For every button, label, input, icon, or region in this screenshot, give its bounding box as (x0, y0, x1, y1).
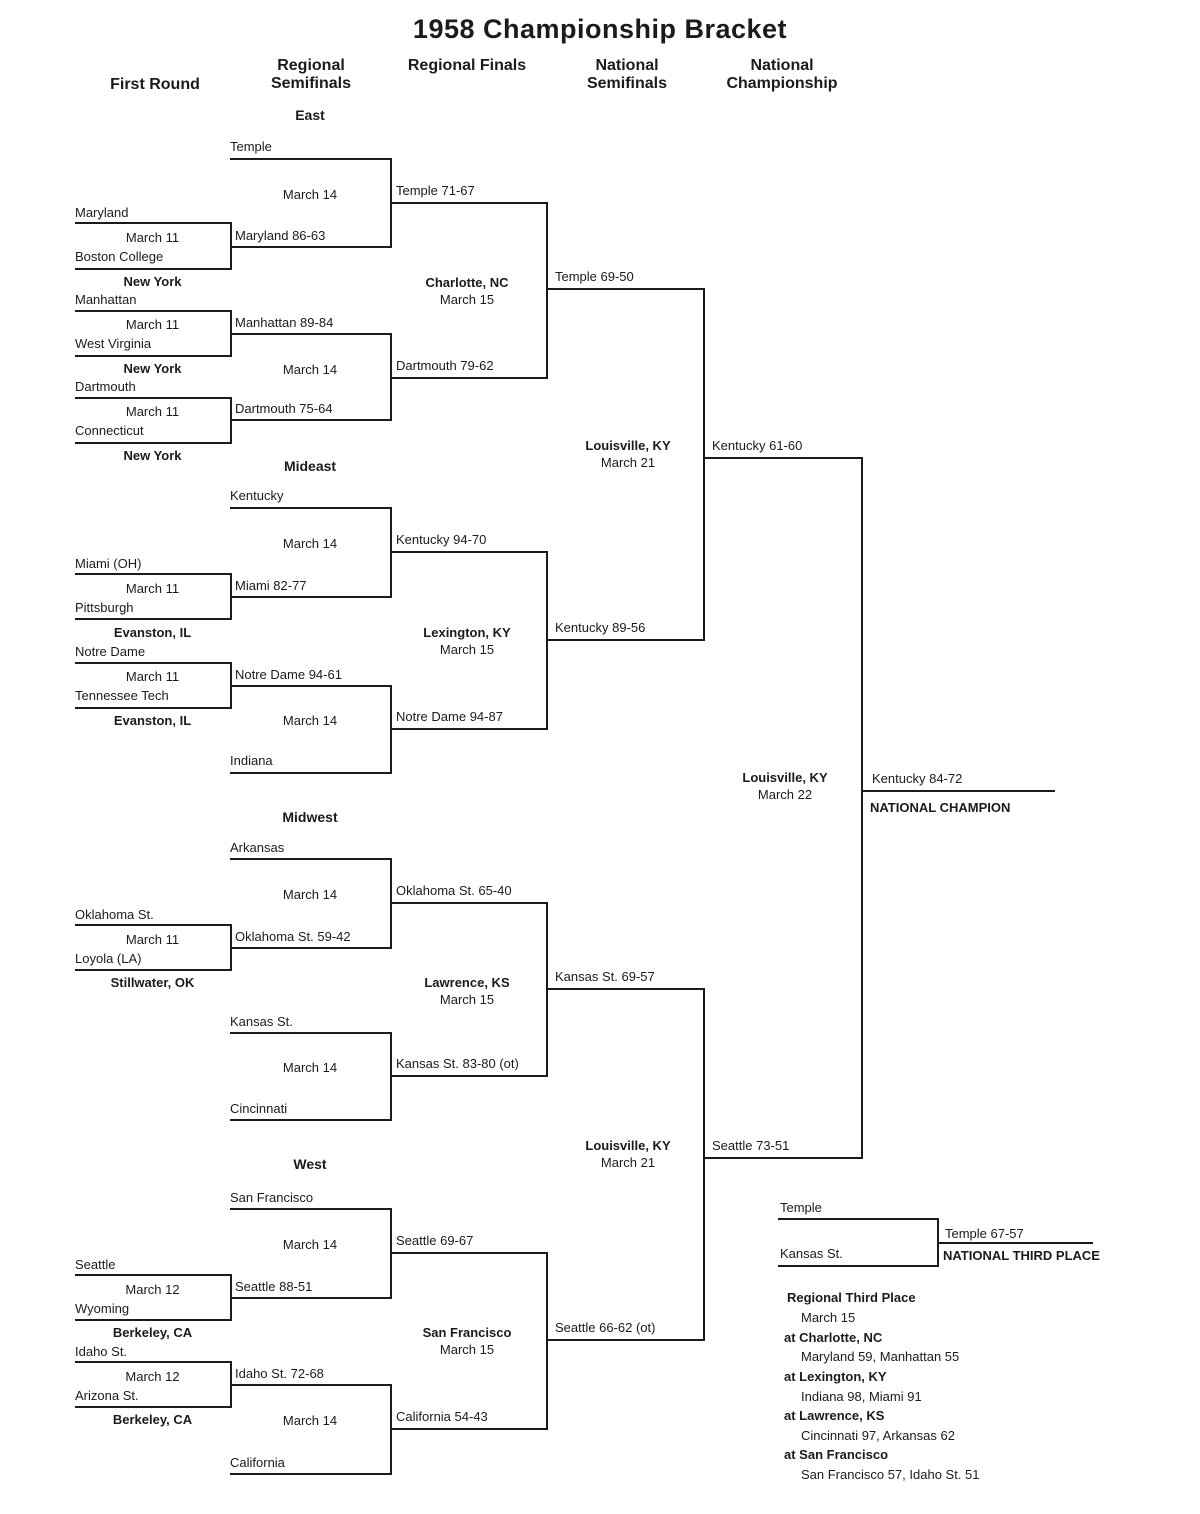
date-label: March 14 (282, 362, 338, 377)
bracket-line-horizontal (75, 222, 230, 224)
bracket-line-horizontal (230, 1119, 390, 1121)
score-label: Seattle 69-67 (396, 1233, 474, 1248)
score-label: Temple 69-50 (555, 269, 634, 284)
bracket-line-vertical (546, 202, 548, 379)
bracket-line-horizontal (230, 1297, 390, 1299)
date-label: March 11 (125, 317, 180, 332)
bracket-line-horizontal (75, 707, 230, 709)
score-label: Oklahoma St. 59-42 (235, 929, 351, 944)
bracket-line-horizontal (390, 377, 546, 379)
team-label: Loyola (LA) (75, 951, 142, 966)
region-label-mideast: Mideast (283, 458, 337, 474)
national-champion-label: NATIONAL CHAMPION (870, 800, 1011, 815)
team-label: Notre Dame (75, 644, 146, 659)
regional-third-place-title: Regional Third Place (787, 1290, 916, 1305)
score-label: Dartmouth 75-64 (235, 401, 333, 416)
bracket-line-horizontal (230, 685, 390, 687)
team-label: Kansas St. (780, 1246, 843, 1261)
venue-label: San Francisco (422, 1325, 512, 1340)
venue-label: Berkeley, CA (112, 1325, 193, 1340)
team-label: West Virginia (75, 336, 152, 351)
third-place-result-label: San Francisco 57, Idaho St. 51 (801, 1467, 980, 1482)
bracket-line-horizontal (75, 924, 230, 926)
bracket-line-horizontal (75, 355, 230, 357)
bracket-line-horizontal (390, 551, 546, 553)
date-label: March 11 (125, 581, 180, 596)
venue-label: Louisville, KY (742, 770, 828, 785)
bracket-line-horizontal (75, 618, 230, 620)
third-place-result-label: Maryland 59, Manhattan 55 (801, 1349, 960, 1364)
third-place-site-label: at Lawrence, KS (784, 1408, 885, 1423)
venue-label: Louisville, KY (585, 438, 671, 453)
venue-label: Berkeley, CA (112, 1412, 193, 1427)
bracket-line-horizontal (937, 1242, 1093, 1244)
score-label: Notre Dame 94-87 (396, 709, 503, 724)
bracket-title: 1958 Championship Bracket (412, 14, 788, 44)
date-label: March 14 (282, 713, 338, 728)
bracket-line-horizontal (230, 1384, 390, 1386)
bracket-line-horizontal (703, 1157, 861, 1159)
team-label: Maryland (75, 205, 129, 220)
region-label-west: West (293, 1156, 327, 1172)
date-label: March 14 (282, 1413, 338, 1428)
date-label: March 11 (125, 669, 180, 684)
bracket-line-horizontal (75, 1406, 230, 1408)
venue-label: Evanston, IL (113, 625, 192, 640)
third-place-site-label: at San Francisco (784, 1447, 889, 1462)
venue-label: Louisville, KY (585, 1138, 671, 1153)
score-label: Kentucky 61-60 (712, 438, 803, 453)
third-place-site-label: at Charlotte, NC (784, 1330, 883, 1345)
bracket-line-horizontal (230, 1208, 390, 1210)
bracket-line-horizontal (75, 662, 230, 664)
score-label: Temple 67-57 (945, 1226, 1024, 1241)
team-label: Miami (OH) (75, 556, 142, 571)
venue-label: New York (123, 448, 182, 463)
date-label: March 12 (125, 1282, 180, 1297)
bracket-line-horizontal (390, 202, 546, 204)
bracket-line-horizontal (230, 947, 390, 949)
team-label: Kansas St. (230, 1014, 293, 1029)
score-label: Kentucky 84-72 (872, 771, 963, 786)
team-label: Pittsburgh (75, 600, 134, 615)
round-header-regional-finals: Regional Finals (407, 57, 527, 74)
national-third-place-label: NATIONAL THIRD PLACE (943, 1248, 1100, 1263)
region-label-east: East (295, 107, 325, 123)
date-label: March 11 (125, 230, 180, 245)
score-label: Miami 82-77 (235, 578, 307, 593)
bracket-line-horizontal (861, 790, 1055, 792)
bracket-line-horizontal (75, 268, 230, 270)
bracket-line-horizontal (230, 419, 390, 421)
date-label: March 15 (439, 992, 495, 1007)
date-label: March 15 (439, 292, 495, 307)
bracket-line-horizontal (230, 1473, 390, 1475)
score-label: Manhattan 89-84 (235, 315, 334, 330)
date-label: March 22 (757, 787, 813, 802)
bracket-line-horizontal (230, 507, 390, 509)
bracket-line-horizontal (390, 1428, 546, 1430)
venue-label: New York (123, 274, 182, 289)
round-header-regional-semifinals: Regional Semifinals (270, 57, 352, 92)
team-label: Connecticut (75, 423, 144, 438)
venue-label: New York (123, 361, 182, 376)
bracket-line-horizontal (75, 1319, 230, 1321)
team-label: Manhattan (75, 292, 137, 307)
bracket-line-horizontal (230, 246, 390, 248)
bracket-line-horizontal (75, 1274, 230, 1276)
score-label: Maryland 86-63 (235, 228, 326, 243)
bracket-line-horizontal (546, 1339, 703, 1341)
bracket-line-horizontal (230, 158, 390, 160)
score-label: Kansas St. 83-80 (ot) (396, 1056, 519, 1071)
bracket-line-horizontal (75, 573, 230, 575)
regional-third-place-date: March 15 (801, 1310, 856, 1325)
date-label: March 14 (282, 536, 338, 551)
date-label: March 14 (282, 1060, 338, 1075)
bracket-line-horizontal (230, 596, 390, 598)
score-label: Seattle 66-62 (ot) (555, 1320, 656, 1335)
team-label: California (230, 1455, 285, 1470)
region-label-midwest: Midwest (282, 809, 338, 825)
bracket-line-horizontal (75, 397, 230, 399)
third-place-site-label: at Lexington, KY (784, 1369, 887, 1384)
bracket-line-horizontal (230, 1032, 390, 1034)
bracket-line-horizontal (390, 1075, 546, 1077)
bracket-line-vertical (703, 988, 705, 1341)
team-label: Temple (230, 139, 272, 154)
team-label: Arizona St. (75, 1388, 139, 1403)
date-label: March 15 (439, 1342, 495, 1357)
score-label: Seattle 73-51 (712, 1138, 790, 1153)
venue-label: Lawrence, KS (424, 975, 510, 990)
date-label: March 11 (125, 932, 180, 947)
score-label: California 54-43 (396, 1409, 488, 1424)
bracket-line-horizontal (390, 728, 546, 730)
venue-label: Evanston, IL (113, 713, 192, 728)
team-label: Boston College (75, 249, 164, 264)
bracket-line-horizontal (390, 902, 546, 904)
venue-label: Stillwater, OK (110, 975, 195, 990)
score-label: Temple 71-67 (396, 183, 475, 198)
bracket-line-horizontal (230, 333, 390, 335)
bracket-line-vertical (703, 288, 705, 641)
team-label: Indiana (230, 753, 273, 768)
team-label: Dartmouth (75, 379, 136, 394)
bracket-line-horizontal (230, 858, 390, 860)
score-label: Kentucky 94-70 (396, 532, 487, 547)
bracket-line-horizontal (778, 1218, 937, 1220)
date-label: March 21 (600, 455, 656, 470)
venue-label: Lexington, KY (423, 625, 511, 640)
score-label: Oklahoma St. 65-40 (396, 883, 512, 898)
team-label: Seattle (75, 1257, 116, 1272)
third-place-result-label: Indiana 98, Miami 91 (801, 1389, 922, 1404)
date-label: March 14 (282, 887, 338, 902)
team-label: Kentucky (230, 488, 284, 503)
team-label: Idaho St. (75, 1344, 128, 1359)
bracket-line-horizontal (75, 442, 230, 444)
third-place-result-label: Cincinnati 97, Arkansas 62 (801, 1428, 955, 1443)
team-label: Cincinnati (230, 1101, 288, 1116)
score-label: Notre Dame 94-61 (235, 667, 342, 682)
score-label: Kansas St. 69-57 (555, 969, 655, 984)
date-label: March 21 (600, 1155, 656, 1170)
bracket-line-vertical (861, 457, 863, 1159)
bracket-line-horizontal (75, 969, 230, 971)
team-label: Temple (780, 1200, 822, 1215)
score-label: Seattle 88-51 (235, 1279, 313, 1294)
score-label: Kentucky 89-56 (555, 620, 646, 635)
bracket-line-vertical (546, 1252, 548, 1430)
bracket-line-horizontal (778, 1265, 937, 1267)
date-label: March 12 (125, 1369, 180, 1384)
bracket-line-horizontal (703, 457, 861, 459)
round-header-national-semifinals: National Semifinals (586, 57, 668, 92)
score-label: Dartmouth 79-62 (396, 358, 494, 373)
date-label: March 14 (282, 187, 338, 202)
team-label: San Francisco (230, 1190, 314, 1205)
bracket-line-horizontal (75, 310, 230, 312)
team-label: Arkansas (230, 840, 285, 855)
bracket-line-horizontal (546, 288, 703, 290)
venue-label: Charlotte, NC (425, 275, 509, 290)
date-label: March 14 (282, 1237, 338, 1252)
team-label: Oklahoma St. (75, 907, 154, 922)
date-label: March 15 (439, 642, 495, 657)
date-label: March 11 (125, 404, 180, 419)
bracket-line-horizontal (230, 772, 390, 774)
round-header-national-championship: National Championship (726, 57, 838, 92)
team-label: Wyoming (75, 1301, 130, 1316)
bracket-line-horizontal (546, 639, 703, 641)
round-header-first-round: First Round (110, 76, 200, 93)
score-label: Idaho St. 72-68 (235, 1366, 324, 1381)
team-label: Tennessee Tech (75, 688, 169, 703)
bracket-line-horizontal (75, 1361, 230, 1363)
bracket-line-horizontal (546, 988, 703, 990)
bracket-line-horizontal (390, 1252, 546, 1254)
